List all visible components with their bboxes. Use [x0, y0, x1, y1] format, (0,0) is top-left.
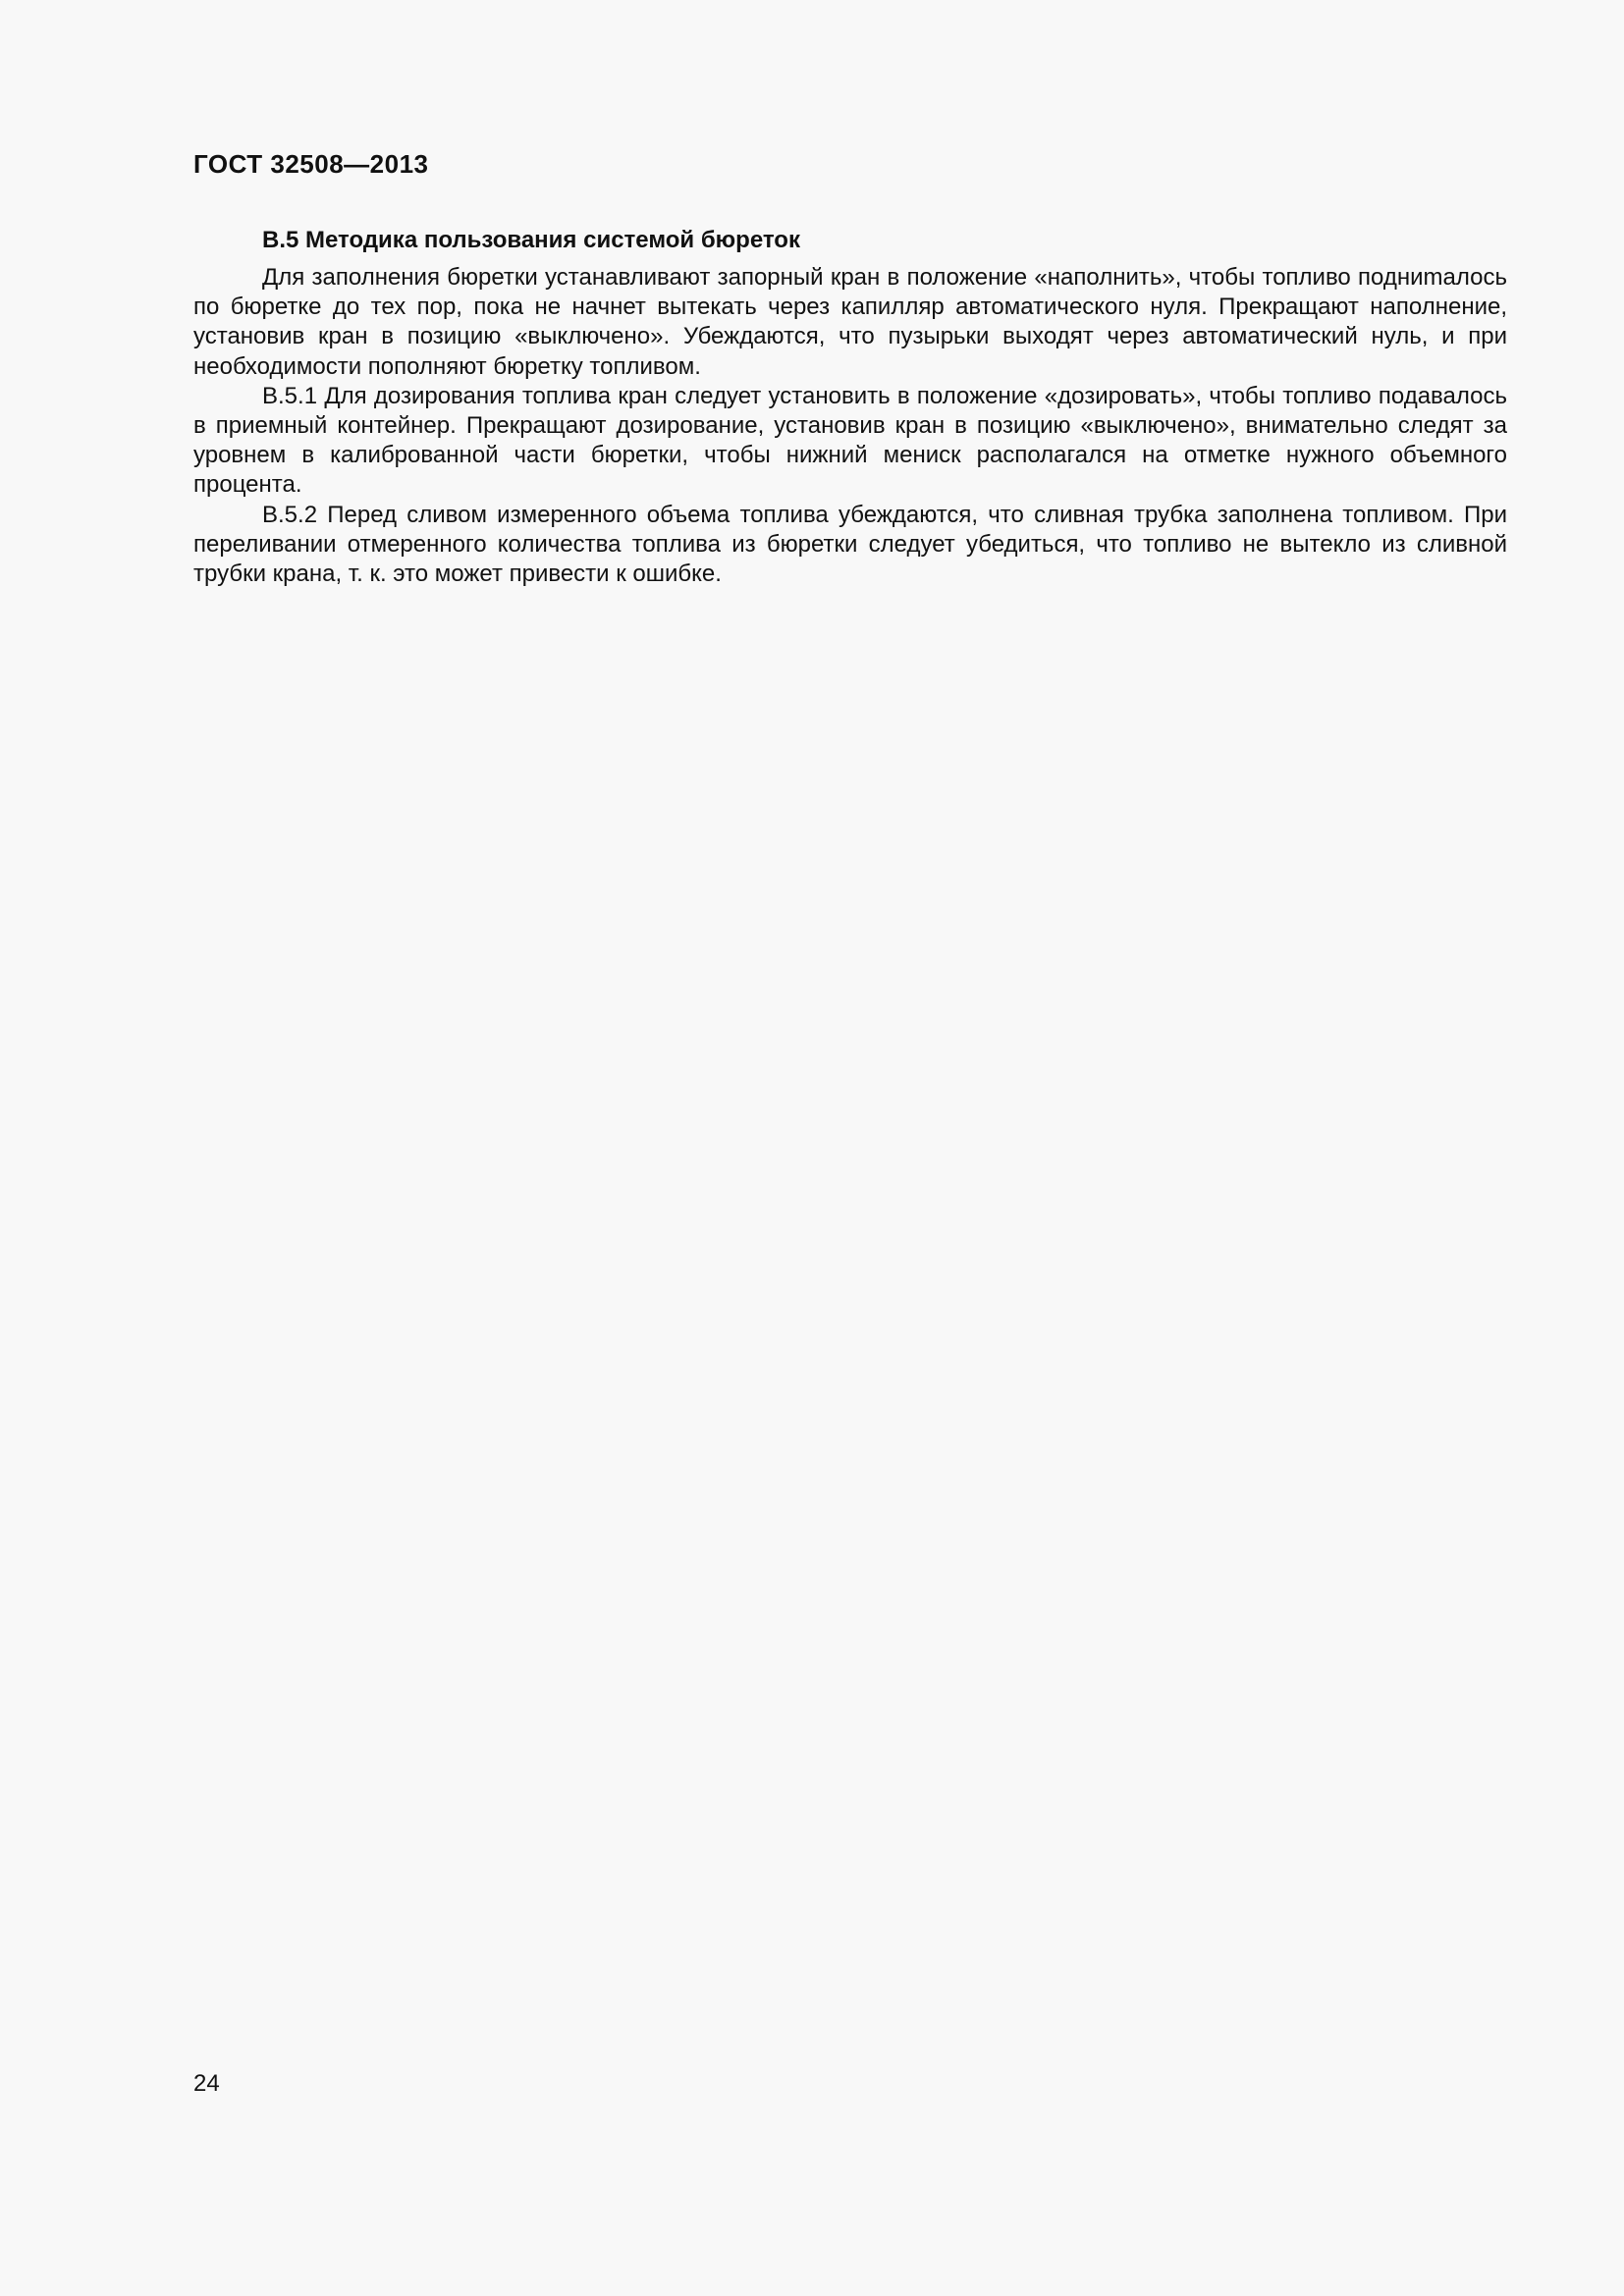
page-number: 24 [193, 2070, 220, 2097]
section-content [193, 224, 1507, 589]
document-header: ГОСТ 32508—2013 [193, 149, 429, 179]
section-title: В.5 Методика пользования системой бюреток [262, 227, 800, 253]
paragraph: Для заполнения бюретки устанавливают запорный кран в положение «наполнить», чтобы топливо подниmалось по бюретке до тех пор, пока не начнет вытекать через капилляр автоматического нуля. Прекращают наполнение, установив кран в позицию «выключено». Убеждаются, что пузырьки выходят через автоматический нуль, и при необходимости пополняют бюретку топливом. [193, 264, 1507, 380]
paragraph: В.5.1 Для дозирования топлива кран следует установить в положение «дозировать», чтобы топливо подавалось в приемный контейнер. Прекращают дозирование, установив кран в позицию «выключено», внимательно следят за уровнем в калиброванной части бюретки, чтобы нижний мениск располагался на отметке нужного объемного процента. [193, 382, 1507, 499]
paragraph: В.5.2 Перед сливом измеренного объема топлива убеждаются, что сливная трубка заполнена топливом. При переливании отмеренного количества топлива из бюретки следует убедиться, что топливо не вытекло из сливной трубки крана, т. к. это может привести к ошибке. [193, 501, 1507, 588]
